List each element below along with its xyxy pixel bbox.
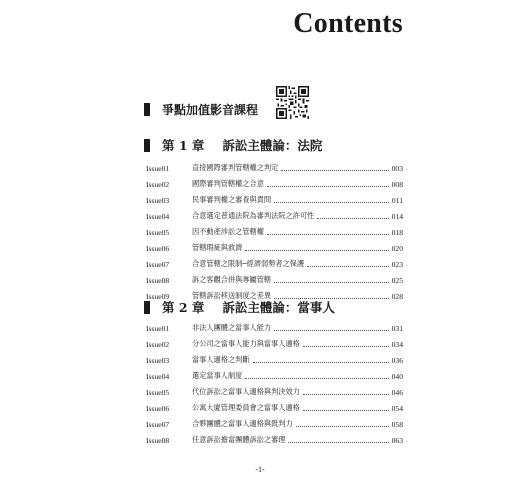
toc-entry[interactable] bbox=[146, 368, 403, 384]
toc-entry[interactable] bbox=[146, 432, 403, 448]
issue-number: Issue03 bbox=[146, 355, 170, 365]
page-ref: 058 bbox=[391, 419, 403, 429]
page-ref: 003 bbox=[391, 163, 403, 173]
page-ref: 020 bbox=[391, 243, 403, 253]
issue-title: 當事人適格之判斷 bbox=[192, 355, 250, 364]
chapter-number: 第 1 章 bbox=[162, 138, 205, 153]
page-ref: 034 bbox=[391, 339, 403, 349]
dot-leader bbox=[317, 218, 388, 219]
toc-entry[interactable] bbox=[146, 416, 403, 432]
dot-leader bbox=[274, 282, 389, 283]
page-ref: 054 bbox=[391, 403, 403, 413]
page-ref: 036 bbox=[391, 355, 403, 365]
issue-title: 合夥團體之當事人適格與既判力 bbox=[192, 419, 293, 428]
issue-title: 國際審判管轄權之合意 bbox=[192, 179, 264, 188]
section-bullet bbox=[144, 103, 150, 116]
toc-entry[interactable] bbox=[146, 176, 403, 192]
issue-title: 管轄瑕疵與救濟 bbox=[192, 243, 243, 252]
issue-number: Issue08 bbox=[146, 275, 170, 285]
issue-number: Issue02 bbox=[146, 339, 170, 349]
issue-title: 分公司之當事人能力與當事人適格 bbox=[192, 339, 300, 348]
page-ref: 040 bbox=[391, 371, 403, 381]
toc-entry[interactable] bbox=[146, 208, 403, 224]
issue-title: 管轄訴訟移送制度之差異 bbox=[192, 291, 272, 300]
chapter-heading bbox=[144, 298, 335, 316]
issue-number: Issue07 bbox=[146, 419, 170, 429]
issue-number: Issue02 bbox=[146, 179, 170, 189]
issue-title: 民事審判權之審查與責問 bbox=[192, 195, 272, 204]
toc-entry[interactable] bbox=[146, 272, 403, 288]
toc-entry[interactable] bbox=[146, 160, 403, 176]
dot-leader bbox=[253, 362, 389, 363]
issue-number: Issue01 bbox=[146, 323, 170, 333]
page-ref: 025 bbox=[391, 275, 403, 285]
toc-entry[interactable] bbox=[146, 400, 403, 416]
issue-title: 合意管轄之限制─經濟弱勢者之保護 bbox=[192, 259, 305, 268]
issue-number: Issue05 bbox=[146, 387, 170, 397]
issue-number: Issue03 bbox=[146, 195, 170, 205]
issue-number: Issue09 bbox=[146, 291, 170, 301]
toc-entry[interactable] bbox=[146, 224, 403, 240]
dot-leader bbox=[303, 410, 389, 411]
dot-leader bbox=[288, 442, 388, 443]
page-ref: 008 bbox=[391, 179, 403, 189]
toc-entry[interactable] bbox=[146, 192, 403, 208]
issue-number: Issue05 bbox=[146, 227, 170, 237]
page-title: Contents bbox=[293, 8, 403, 39]
section-bullet bbox=[144, 139, 150, 152]
issue-title: 任意訴訟擔當團體訴訟之審理 bbox=[192, 435, 286, 444]
page-ref: 023 bbox=[391, 259, 403, 269]
toc-entry[interactable] bbox=[146, 352, 403, 368]
dot-leader bbox=[307, 266, 388, 267]
dot-leader bbox=[296, 426, 389, 427]
dot-leader bbox=[245, 250, 388, 251]
chapter-heading bbox=[144, 136, 322, 154]
issue-number: Issue08 bbox=[146, 435, 170, 445]
issue-title: 公寓大廈管理委員會之當事人適格 bbox=[192, 403, 300, 412]
issue-number: Issue04 bbox=[146, 371, 170, 381]
dot-leader bbox=[267, 186, 389, 187]
page-ref: 028 bbox=[391, 291, 403, 301]
promo-heading bbox=[144, 101, 258, 118]
issue-title: 訴之客觀合併與專屬管轄 bbox=[192, 275, 272, 284]
issue-number: Issue07 bbox=[146, 259, 170, 269]
dot-leader bbox=[303, 346, 389, 347]
issue-title: 選定當事人制度 bbox=[192, 371, 243, 380]
toc-list bbox=[146, 160, 403, 304]
dot-leader bbox=[303, 394, 389, 395]
issue-title: 非法人團體之當事人能力 bbox=[192, 323, 272, 332]
toc-entry[interactable] bbox=[146, 240, 403, 256]
page-ref: 046 bbox=[391, 387, 403, 397]
toc-entry[interactable] bbox=[146, 384, 403, 400]
issue-title: 合意選定普通法院為審判法院之許可性 bbox=[192, 211, 315, 220]
page-number: -1- bbox=[255, 465, 265, 474]
page-ref: 018 bbox=[391, 227, 403, 237]
qr-code-icon[interactable] bbox=[276, 86, 309, 119]
dot-leader bbox=[245, 378, 388, 379]
page-ref: 031 bbox=[391, 323, 403, 333]
issue-title: 直接國際審判管轄權之判定 bbox=[192, 163, 279, 172]
issue-title: 因不動產涉訟之管轄權 bbox=[192, 227, 264, 236]
chapter-number: 第 2 章 bbox=[162, 300, 205, 315]
page-ref: 014 bbox=[391, 211, 403, 221]
issue-number: Issue06 bbox=[146, 403, 170, 413]
chapter-title: 訴訟主體論：當事人 bbox=[222, 300, 335, 315]
toc-list bbox=[146, 320, 403, 448]
toc-entry[interactable] bbox=[146, 336, 403, 352]
page-ref: 011 bbox=[391, 195, 403, 205]
page-ref: 063 bbox=[391, 435, 403, 445]
dot-leader bbox=[267, 234, 389, 235]
issue-number: Issue01 bbox=[146, 163, 170, 173]
issue-title: 代位訴訟之當事人適格與判決效力 bbox=[192, 387, 300, 396]
section-bullet bbox=[144, 301, 150, 314]
toc-entry[interactable] bbox=[146, 320, 403, 336]
dot-leader bbox=[281, 170, 388, 171]
dot-leader bbox=[274, 202, 389, 203]
dot-leader bbox=[274, 330, 389, 331]
issue-number: Issue04 bbox=[146, 211, 170, 221]
chapter-title: 訴訟主體論：法院 bbox=[222, 138, 323, 153]
promo-label: 爭點加值影音課程 bbox=[162, 103, 259, 117]
issue-number: Issue06 bbox=[146, 243, 170, 253]
toc-entry[interactable] bbox=[146, 256, 403, 272]
